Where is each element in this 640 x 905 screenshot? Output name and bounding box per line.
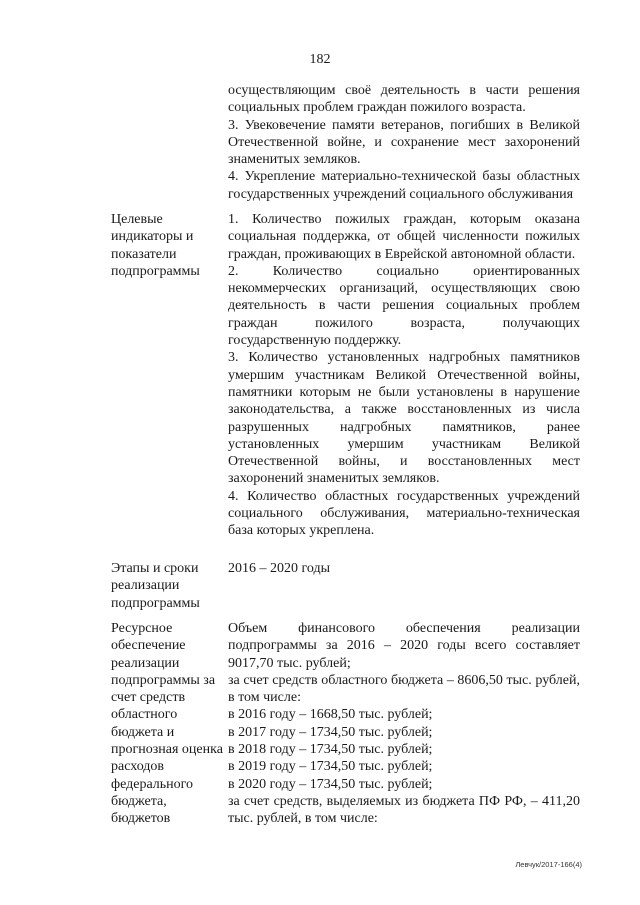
indicator-item: 2. Количество социально ориентированных некоммерческих организаций, осуществляющих свою деятельность в части решения социальных проблем граждан пожилого возраста, получающих государственную поддержку. xyxy=(228,263,580,349)
resource-item: за счет средств областного бюджета – 8606,50 тыс. рублей, в том числе: xyxy=(228,672,580,706)
resource-item: в 2019 году – 1734,50 тыс. рублей; xyxy=(228,759,433,775)
stages-value: 2016 – 2020 годы xyxy=(228,561,331,576)
tasks-continuation xyxy=(228,82,580,203)
resources-content xyxy=(228,620,580,828)
resource-item: в 2020 году – 1734,50 тыс. рублей; xyxy=(228,776,433,792)
stages-content xyxy=(228,560,580,577)
indicator-item: 4. Количество областных государственных учреждений социального обслуживания, материально-техническая база которых укреплена. xyxy=(228,488,580,539)
stages-label: Этапы и сроки реализации подпрограммы xyxy=(111,561,200,611)
resource-item: Объем финансового обеспечения реализации подпрограммы за 2016 – 2020 годы всего составляет 9017,70 тыс. рублей; xyxy=(228,621,580,671)
indicator-item: 3. Количество установленных надгробных памятников умершим участникам Великой Отечественной войны, памятники которым не были установлены в нарушение законодательства, а также восстановленных из числа разрушенных надгробных памятников, ранее установленных умершим участникам Великой Отечественной войны, и восстановленных мест захоронений знаменитых земляков. xyxy=(228,350,580,487)
resource-item: в 2017 году – 1734,50 тыс. рублей; xyxy=(228,724,433,740)
continuation-paragraph: осуществляющим своё деятельность в части решения социальных проблем граждан пожилого возраста. xyxy=(228,83,580,116)
indicator-item: 1. Количество пожилых граждан, которым оказана социальная поддержка, от общей численности пожилых граждан, проживающих в Еврейской автономной области. xyxy=(228,212,580,262)
resources-label: Ресурсное обеспечение реализации подпрограммы за счет средств областного бюджета и прогнозная оценка расходов федерального бюджета, бюджетов xyxy=(111,621,223,827)
indicators-label: Целевые индикаторы и показатели подпрограммы xyxy=(111,212,200,279)
resource-item: за счет средств, выделяемых из бюджета ПФ РФ, – 411,20 тыс. рублей, в том числе: xyxy=(228,793,580,827)
continuation-paragraph: 4. Укрепление материально-технической базы областных государственных учреждений социального обслуживания xyxy=(228,169,580,202)
page-number: 182 xyxy=(309,52,331,67)
resource-item: в 2016 году – 1668,50 тыс. рублей; xyxy=(228,707,433,723)
document-footer-code: Левчук/2017-166(4) xyxy=(515,860,582,869)
continuation-paragraph: 3. Увековечение памяти ветеранов, погибших в Великой Отечественной войне, и сохранение мест захоронений знаменитых земляков. xyxy=(228,117,580,168)
resource-item: в 2018 году – 1734,50 тыс. рублей; xyxy=(228,742,433,758)
indicators-content xyxy=(228,211,580,540)
